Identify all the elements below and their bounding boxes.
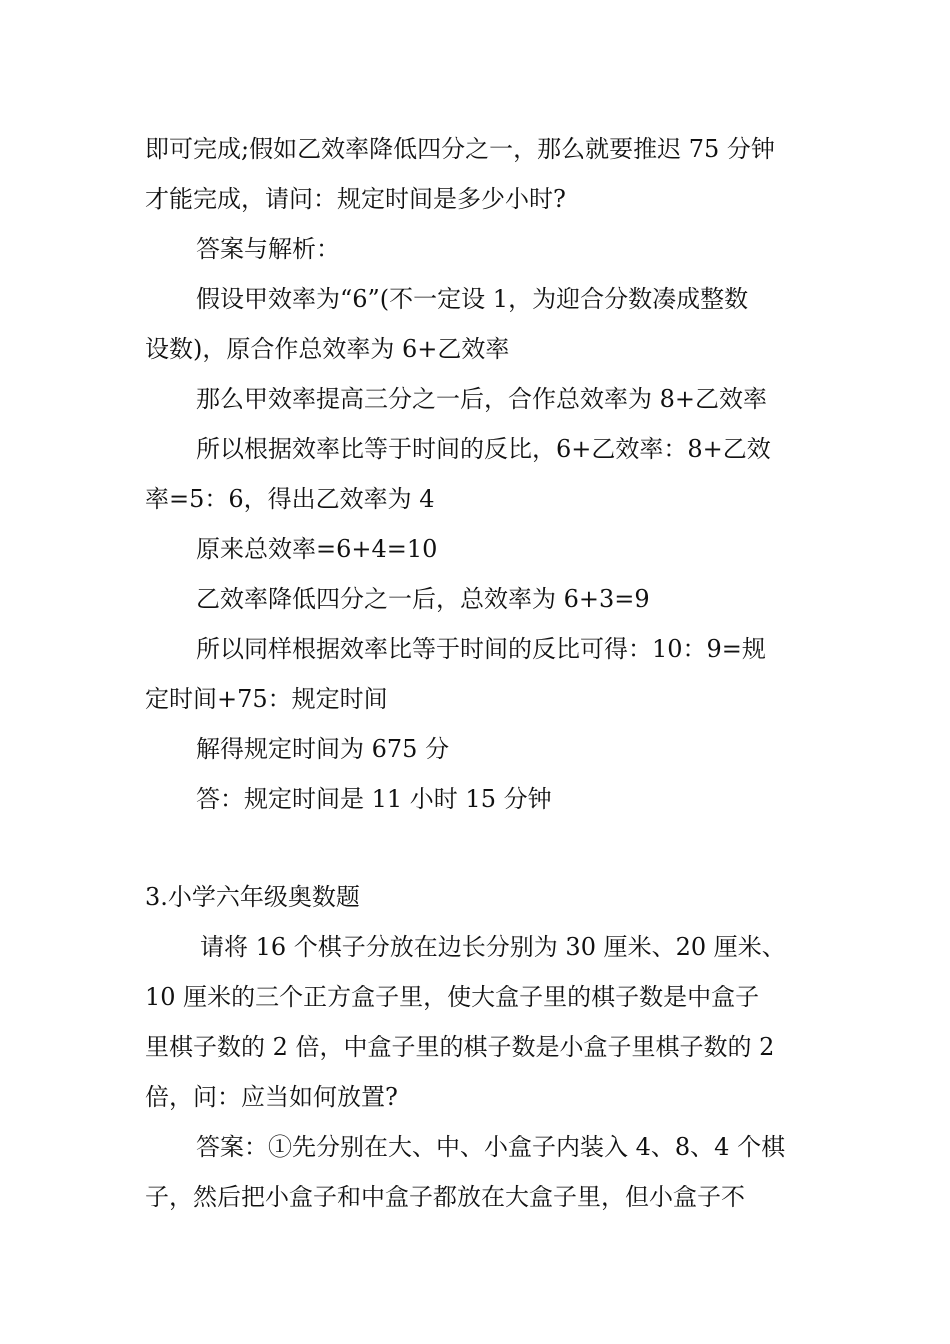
answer-line: 答：规定时间是 11 小时 15 分钟 <box>196 785 552 813</box>
text-line: 倍，问：应当如何放置? <box>145 1083 398 1111</box>
text-line: 才能完成，请问：规定时间是多少小时? <box>145 185 566 213</box>
text-line: 所以根据效率比等于时间的反比，6+乙效率：8+乙效 <box>196 435 771 463</box>
text-line: 里棋子数的 2 倍，中盒子里的棋子数是小盒子里棋子数的 2 <box>145 1033 775 1061</box>
text-line: 请将 16 个棋子分放在边长分别为 30 厘米、20 厘米、 <box>200 933 786 961</box>
text-line: 定时间+75：规定时间 <box>145 685 388 713</box>
text-line: 所以同样根据效率比等于时间的反比可得：10：9=规 <box>196 635 766 663</box>
text-line: 解得规定时间为 675 分 <box>196 735 450 763</box>
text-line: 10 厘米的三个正方盒子里，使大盒子里的棋子数是中盒子 <box>145 983 760 1011</box>
text-line: 即可完成;假如乙效率降低四分之一，那么就要推迟 75 分钟 <box>145 135 775 163</box>
text-line: 原来总效率=6+4=10 <box>196 535 438 563</box>
text-line: 那么甲效率提高三分之一后，合作总效率为 8+乙效率 <box>196 385 768 413</box>
section-title: 3.小学六年级奥数题 <box>145 883 360 911</box>
text-line: 乙效率降低四分之一后，总效率为 6+3=9 <box>196 585 650 613</box>
text-line: 设数)，原合作总效率为 6+乙效率 <box>145 335 510 363</box>
text-line: 答案：①先分别在大、中、小盒子内装入 4、8、4 个棋 <box>196 1133 786 1161</box>
text-line: 子，然后把小盒子和中盒子都放在大盒子里，但小盒子不 <box>145 1183 745 1211</box>
text-line: 率=5：6，得出乙效率为 4 <box>145 485 435 513</box>
text-line: 假设甲效率为“6”(不一定设 1，为迎合分数凑成整数 <box>196 285 749 313</box>
section-heading: 答案与解析： <box>196 235 340 263</box>
